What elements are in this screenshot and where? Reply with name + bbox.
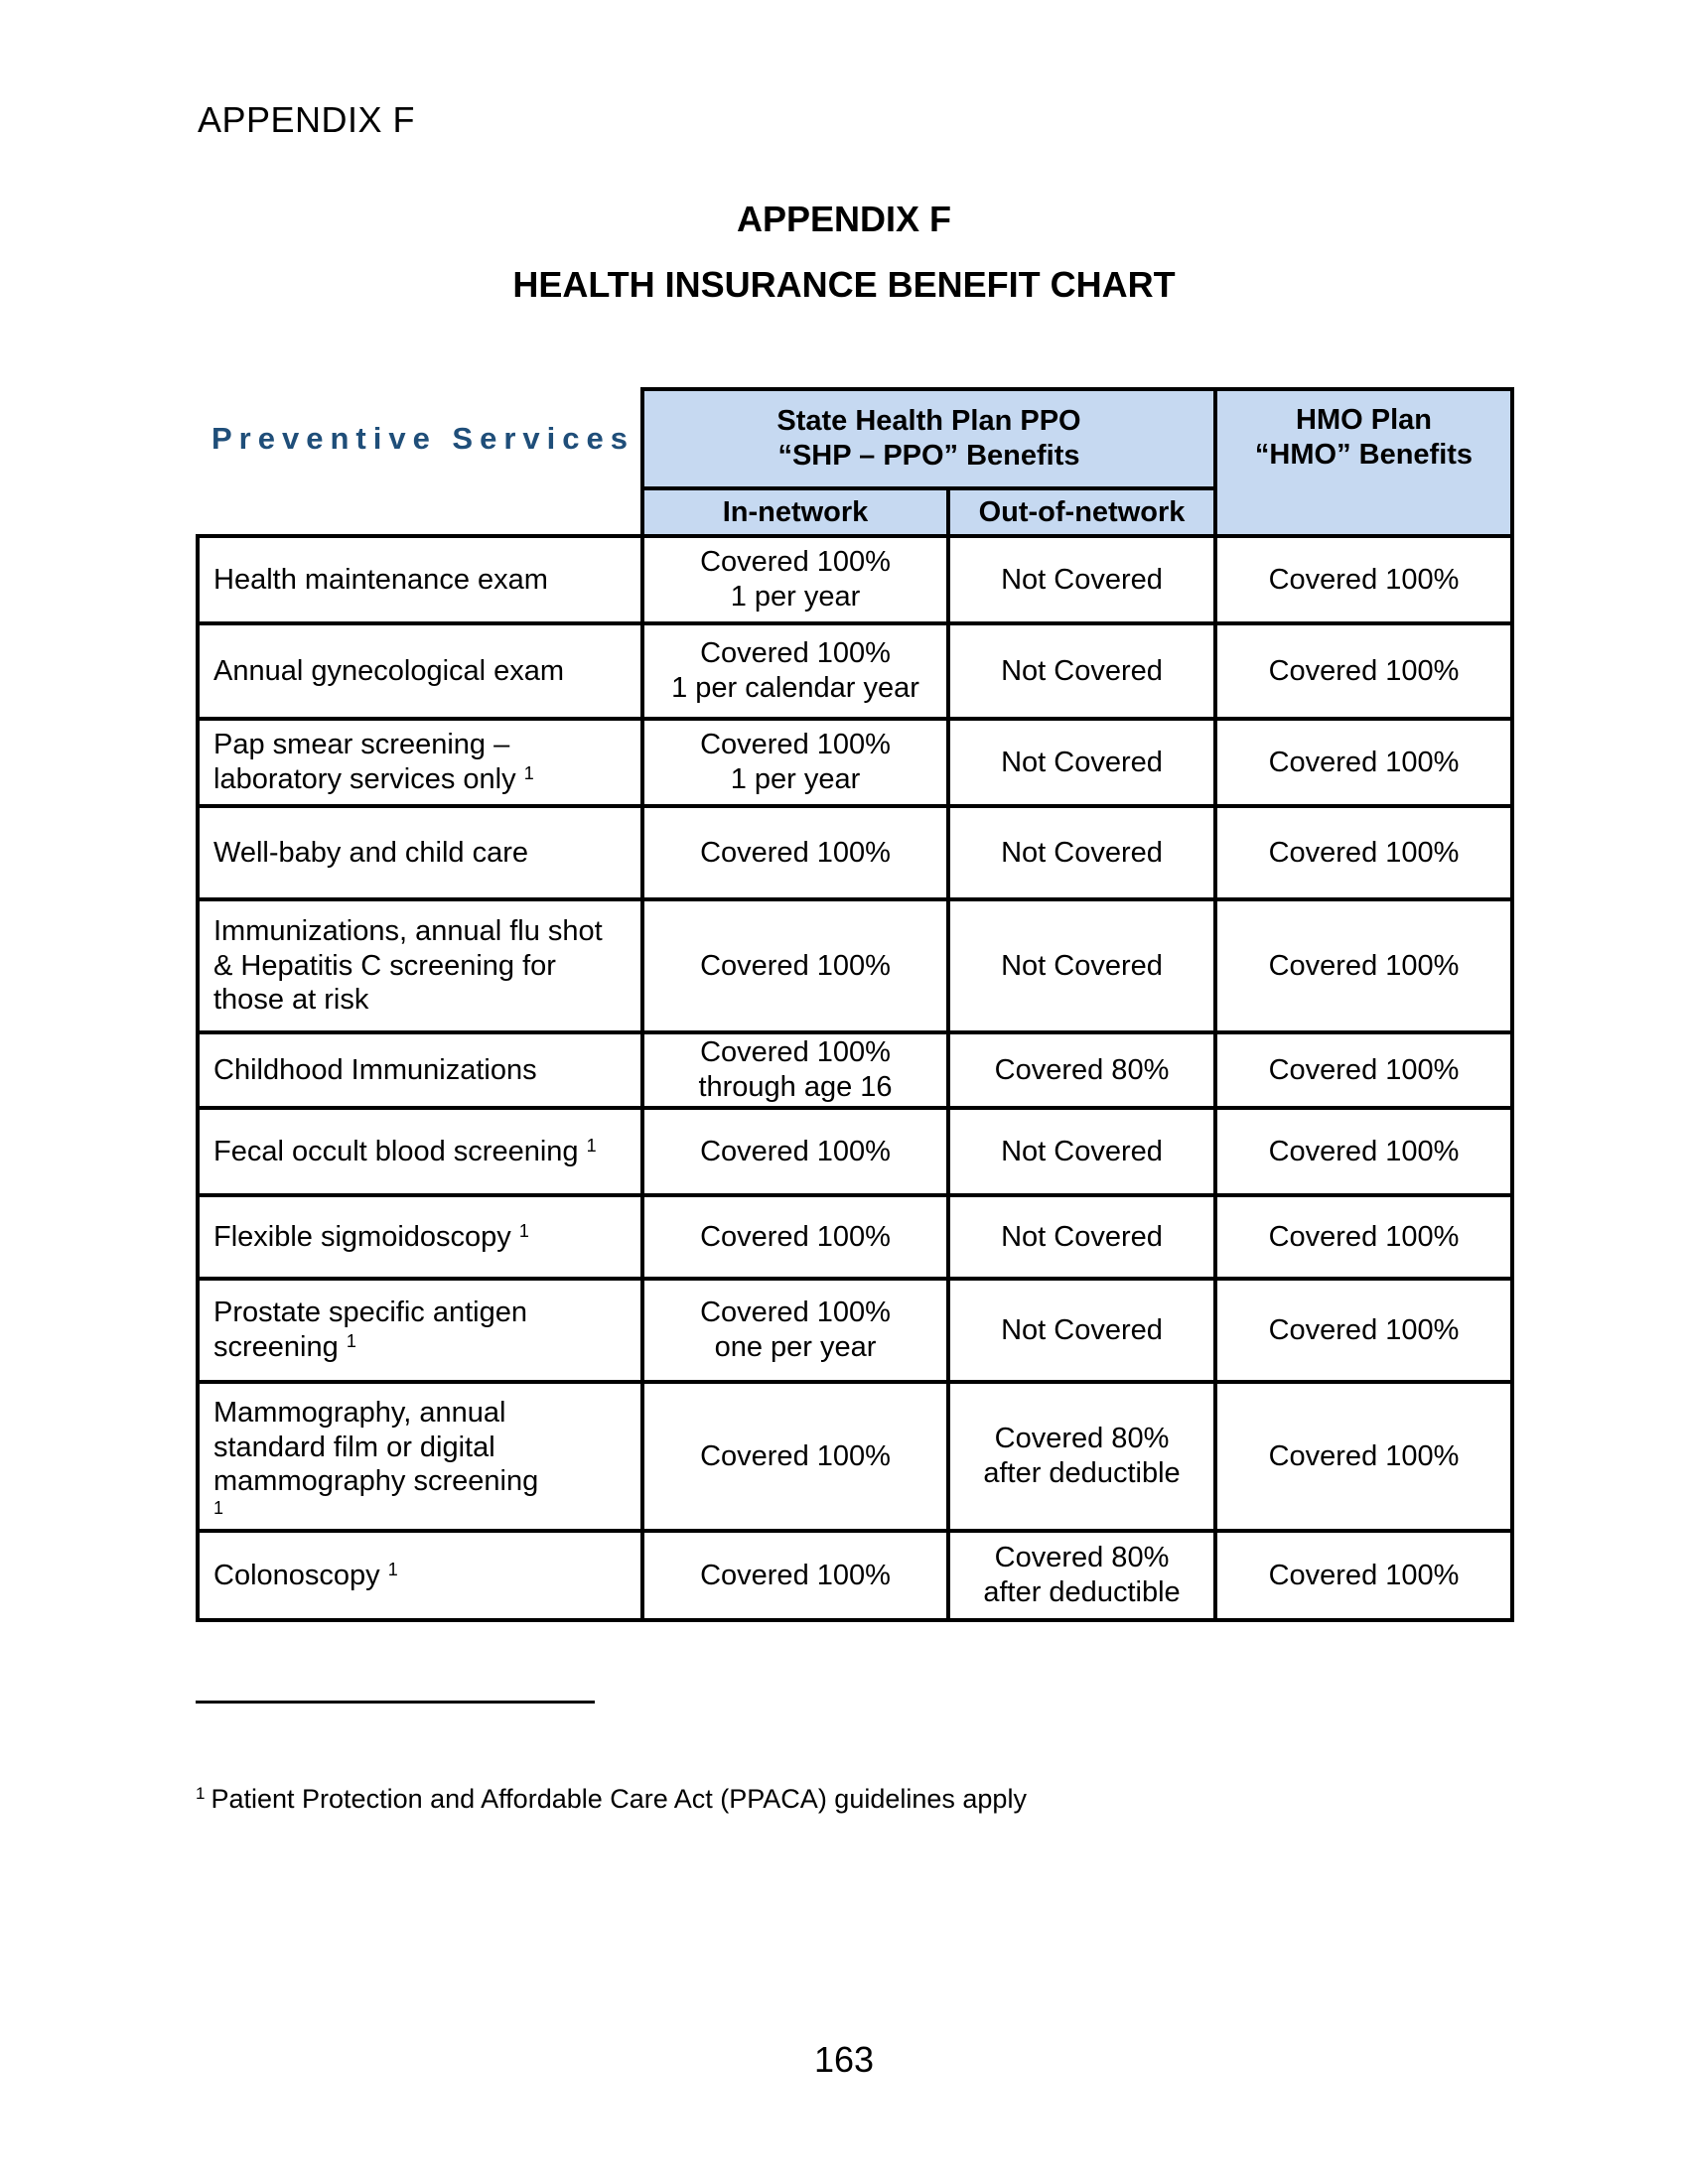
page-title: APPENDIX F [736,199,952,239]
page-number: 163 [813,2039,875,2080]
in-network-cell-line: Covered 100% [700,1220,891,1253]
out-of-network-cell [948,1032,1215,1108]
out-of-network-cell [948,806,1215,899]
benefit-table [196,387,1514,1622]
service-cell [198,1279,642,1382]
in-network-cell-line: Covered 100% [700,949,891,982]
ppo-header [642,389,1215,488]
in-network-cell-line: Covered 100% [700,1297,891,1329]
in-network-cell-line: through age 16 [698,1071,893,1103]
in-network-cell-line: Covered 100% [700,729,891,761]
in-network-cell [642,1032,948,1108]
hmo-cell [1215,899,1512,1032]
service-cell [198,1032,642,1108]
service-line: standard film or digital [213,1431,495,1463]
hmo-cell [1215,1279,1512,1382]
footnote-text: Patient Protection and Affordable Care Act (PPACA) guidelines apply [211,1784,1027,1814]
in-network-cell-line: Covered 100% [700,546,891,579]
hmo-cell-line: Covered 100% [1268,1220,1460,1253]
out-of-network-cell [948,1195,1215,1279]
in-network-cell [642,1531,948,1620]
out-of-network-cell-line: Not Covered [1001,1220,1163,1253]
in-network-cell-line: Covered 100% [700,1439,891,1472]
service-cell [198,1382,642,1531]
footnote-ref: 1 [523,763,534,783]
out-of-network-cell-line: Covered 80% [994,1423,1170,1455]
footnote-ref: 1 [586,1135,597,1156]
hmo-cell [1215,806,1512,899]
hmo-cell-line: Covered 100% [1268,563,1460,596]
out-of-network-cell [948,1279,1215,1382]
hmo-cell [1215,1195,1512,1279]
out-of-network-cell-line: Covered 80% [994,1053,1170,1086]
running-header: APPENDIX F [198,99,416,140]
hmo-cell-line: Covered 100% [1268,949,1460,982]
hmo-cell-line: Covered 100% [1268,654,1460,687]
in-network-cell-line: Covered 100% [700,836,891,869]
service-cell [198,806,642,899]
out-of-network-cell-line: Not Covered [1001,563,1163,596]
service-line-wrap [213,1559,634,1593]
service-line: Childhood Immunizations [213,1053,537,1086]
in-network-cell-line: Covered 100% [700,637,891,670]
hmo-header-line2: “HMO” Benefits [1254,438,1474,471]
hmo-cell [1215,1032,1512,1108]
in-network-cell-line: 1 per calendar year [671,672,919,704]
hmo-cell [1215,719,1512,806]
in-network-cell [642,806,948,899]
service-line: Fecal occult blood screening [213,1135,579,1167]
out-of-network-cell [948,1382,1215,1531]
out-of-network-cell-line: Covered 80% [994,1542,1170,1574]
service-line: Mammography, annual [213,1396,506,1429]
in-network-cell-line: Covered 100% [700,1036,891,1069]
hmo-cell-line: Covered 100% [1268,1439,1460,1472]
out-of-network-cell [948,899,1215,1032]
out-of-network-cell-line: Not Covered [1001,654,1163,687]
service-line: Immunizations, annual flu shot [213,914,603,947]
section-label: Preventive Services [211,421,634,456]
hmo-cell-line: Covered 100% [1268,1135,1460,1167]
service-line-wrap [213,1330,634,1365]
in-network-header: In-network [642,488,948,536]
service-line: Prostate specific antigen [213,1297,527,1329]
service-line: Flexible sigmoidoscopy [213,1220,511,1253]
service-line-wrap [213,1135,634,1169]
out-of-network-cell [948,719,1215,806]
hmo-cell [1215,536,1512,623]
service-line: mammography screening [213,1465,539,1498]
out-of-network-cell-line: Not Covered [1001,1313,1163,1346]
in-network-cell [642,623,948,719]
in-network-cell [642,719,948,806]
service-line: Pap smear screening – [213,729,510,761]
service-line: Well-baby and child care [213,836,529,869]
hmo-cell [1215,623,1512,719]
table-row [198,899,1512,1032]
service-cell [198,1108,642,1195]
hmo-cell-line: Covered 100% [1268,1559,1460,1591]
service-line-wrap [213,762,634,797]
out-of-network-cell-line: Not Covered [1001,1135,1163,1167]
service-cell [198,536,642,623]
service-line: screening [213,1331,339,1363]
page-subtitle: HEALTH INSURANCE BENEFIT CHART [512,264,1176,305]
out-of-network-cell-line: Not Covered [1001,836,1163,869]
out-of-network-cell [948,623,1215,719]
ppo-header-line1: State Health Plan PPO [776,405,1081,438]
service-cell [198,1195,642,1279]
hmo-cell-line: Covered 100% [1268,836,1460,869]
table-row [198,1108,1512,1195]
out-of-network-cell [948,536,1215,623]
hmo-cell [1215,1531,1512,1620]
in-network-cell [642,536,948,623]
footnote-divider [196,1701,595,1704]
service-line: Annual gynecological exam [213,654,565,687]
footnote-ref: 1 [518,1220,529,1241]
footnote-ref: 1 [346,1331,356,1351]
service-line: those at risk [213,984,369,1017]
hmo-header-line1: HMO Plan [1296,404,1432,436]
in-network-cell-line: 1 per year [730,581,861,613]
out-of-network-cell-line: after deductible [983,1457,1181,1489]
table-row [198,1382,1512,1531]
in-network-cell-line: one per year [714,1331,877,1363]
hmo-cell-line: Covered 100% [1268,746,1460,778]
hmo-cell [1215,1108,1512,1195]
table-row [198,806,1512,899]
service-line-wrap [213,1220,634,1255]
hmo-cell-line: Covered 100% [1268,1053,1460,1086]
table-row [198,623,1512,719]
hmo-cell [1215,1382,1512,1531]
table-row [198,536,1512,623]
out-of-network-cell-line: after deductible [983,1576,1181,1608]
in-network-cell [642,1108,948,1195]
footnote [196,1784,1027,1815]
in-network-cell [642,1279,948,1382]
table-corner [198,389,642,488]
footnote-mark: 1 [196,1784,206,1803]
hmo-header [1215,389,1512,536]
service-cell [198,899,642,1032]
out-of-network-cell [948,1531,1215,1620]
in-network-cell-line: Covered 100% [700,1135,891,1167]
table-row [198,719,1512,806]
table-row [198,1195,1512,1279]
out-of-network-cell-line: Not Covered [1001,949,1163,982]
in-network-cell-line: Covered 100% [700,1559,891,1591]
service-line: & Hepatitis C screening for [213,949,556,982]
hmo-cell-line: Covered 100% [1268,1313,1460,1346]
out-of-network-header: Out-of-network [948,488,1215,536]
in-network-cell [642,1195,948,1279]
service-line: Health maintenance exam [213,563,548,596]
table-corner-lower [198,488,642,536]
service-cell [198,719,642,806]
table-row [198,1032,1512,1108]
ppo-header-line2: “SHP – PPO” Benefits [777,440,1080,472]
service-line: laboratory services only [213,763,516,795]
out-of-network-cell [948,1108,1215,1195]
service-line: Colonoscopy [213,1559,380,1591]
service-cell [198,623,642,719]
out-of-network-cell-line: Not Covered [1001,746,1163,778]
in-network-cell [642,1382,948,1531]
service-cell [198,1531,642,1620]
in-network-cell-line: 1 per year [730,763,861,795]
table-row [198,1531,1512,1620]
in-network-cell [642,899,948,1032]
table-row [198,1279,1512,1382]
footnote-ref: 1 [213,1498,224,1519]
footnote-ref: 1 [387,1559,398,1579]
